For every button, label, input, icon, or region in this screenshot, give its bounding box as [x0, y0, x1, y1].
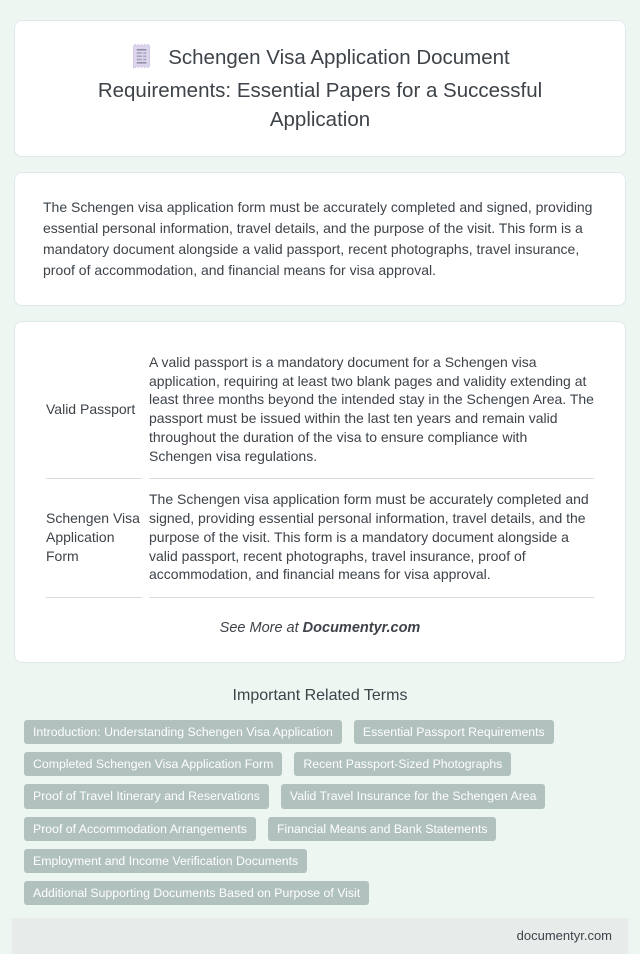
- term-cell: Schengen Visa Application Form: [46, 479, 142, 598]
- see-more-line: [39, 620, 601, 636]
- related-term-tag[interactable]: Additional Supporting Documents Based on Purpose of Visit: [24, 881, 369, 905]
- see-more-prefix: See More at: [219, 620, 303, 637]
- intro-text: The Schengen visa application form must be accurately completed and signed, providing essential personal information, travel details, and the purpose of the visit. This form is a mandatory document alongside a valid passport, recent photographs, travel insurance, proof of accommodation, and financial means for visa approval.: [43, 198, 593, 278]
- footer-bar: [12, 918, 628, 954]
- related-term-tag[interactable]: Valid Travel Insurance for the Schengen Area: [281, 784, 546, 808]
- related-term-tag[interactable]: Recent Passport-Sized Photographs: [294, 752, 511, 776]
- related-term-tag[interactable]: Essential Passport Requirements: [354, 720, 554, 744]
- related-term-tag[interactable]: Financial Means and Bank Statements: [268, 817, 497, 841]
- related-term-tag[interactable]: Completed Schengen Visa Application Form: [24, 752, 282, 776]
- related-term-tag[interactable]: Proof of Accommodation Arrangements: [24, 817, 256, 841]
- page-title: [73, 43, 568, 134]
- related-term-tag[interactable]: Proof of Travel Itinerary and Reservations: [24, 784, 269, 808]
- definition-table-card: [14, 321, 626, 663]
- related-term-tag[interactable]: Introduction: Understanding Schengen Visa Application: [24, 720, 342, 744]
- receipt-icon: [130, 43, 152, 77]
- intro-card: [14, 172, 626, 306]
- see-more-brand-link[interactable]: Documentyr.com: [302, 620, 421, 637]
- definition-table: [39, 342, 601, 598]
- description-cell: The Schengen visa application form must be accurately completed and signed, providing essential personal information, travel details, and the purpose of the visit. This form is a mandatory document alongside a valid passport, recent photographs, travel insurance, proof of accommodation, and financial means for visa approval.: [149, 479, 594, 598]
- table-row: [46, 342, 594, 480]
- page-title-text: Schengen Visa Application Document Requirements: Essential Papers for a Successful Application: [97, 46, 543, 131]
- term-cell: Valid Passport: [46, 342, 142, 480]
- related-terms-tags: [24, 720, 616, 905]
- description-cell: A valid passport is a mandatory document for a Schengen visa application, requiring at least two blank pages and validity extending at least three months beyond the intended stay in the Schengen Area. The passport must be issued within the last ten years and remain valid throughout the duration of the visa to ensure compliance with Schengen visa regulations.: [149, 342, 594, 480]
- footer-site-link[interactable]: documentyr.com: [516, 927, 612, 943]
- related-term-tag[interactable]: Employment and Income Verification Documents: [24, 849, 307, 873]
- title-card: [14, 20, 626, 157]
- table-row: [46, 479, 594, 598]
- related-terms-heading: Important Related Terms: [232, 687, 408, 705]
